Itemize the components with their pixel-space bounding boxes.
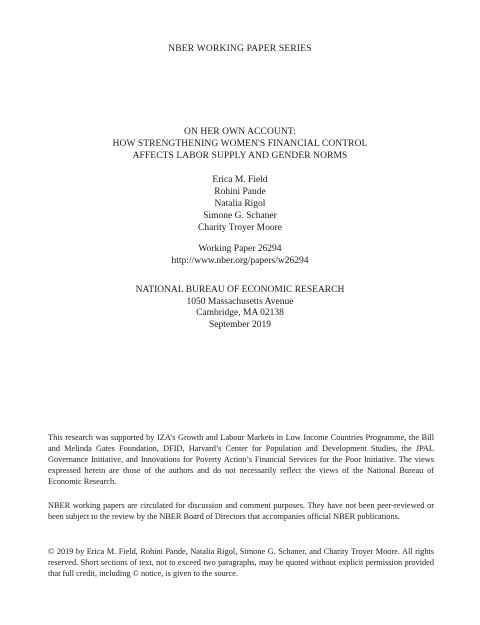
author-list [0,174,480,234]
series-header: NBER WORKING PAPER SERIES [168,44,312,54]
disclaimer-note: NBER working papers are circulated for discussion and comment purposes. They have not been peer-reviewed or been subject to the review by the NBER Board of Directors that accompanies official NBER publications. [48,501,434,521]
title-line-2: HOW STRENGTHENING WOMEN'S FINANCIAL CONTROL [112,139,368,149]
author-name: Erica M. Field [212,175,268,185]
publication-date: September 2019 [208,319,271,330]
working-paper-info [0,243,480,267]
funding-note: This research was supported by IZA’s Growth and Labour Markets in Low Income Countries Programme, the Bill and Melinda Gates Foundation, DFID, Harvard’s Center for Population and Development Studies, the JPAL Governance Initiative, and Innovations for Poverty Action’s Financial Services for the Poor Initiative. The views expressed herein are those of the authors and do not necessarily reflect the views of the National Bureau of Economic Research. [48,433,434,486]
working-paper-number: Working Paper 26294 [198,244,282,254]
title-line-1: ON HER OWN ACCOUNT: [184,127,296,137]
institution-city: Cambridge, MA 02138 [196,308,284,318]
author-name: Rohini Pande [214,187,266,197]
author-name: Simone G. Schaner [203,211,277,221]
paper-title [0,126,480,162]
author-name: Charity Troyer Moore [198,223,282,233]
title-line-3: AFFECTS LABOR SUPPLY AND GENDER NORMS [132,151,348,161]
institution-name: NATIONAL BUREAU OF ECONOMIC RESEARCH [135,285,345,295]
institution-block [0,285,480,331]
author-name: Natalia Rigol [214,199,266,209]
institution-street: 1050 Massachusetts Avenue [186,296,294,307]
working-paper-url[interactable]: http://www.nber.org/papers/w26294 [171,256,309,266]
copyright-note: © 2019 by Erica M. Field, Rohini Pande, Natalia Rigol, Simone G. Schaner, and Charity Troyer Moore. All rights reserved. Short sections of text, not to exceed two paragraphs, may be quoted without explicit permission provided that full credit, including © notice, is given to the source. [48,547,434,578]
